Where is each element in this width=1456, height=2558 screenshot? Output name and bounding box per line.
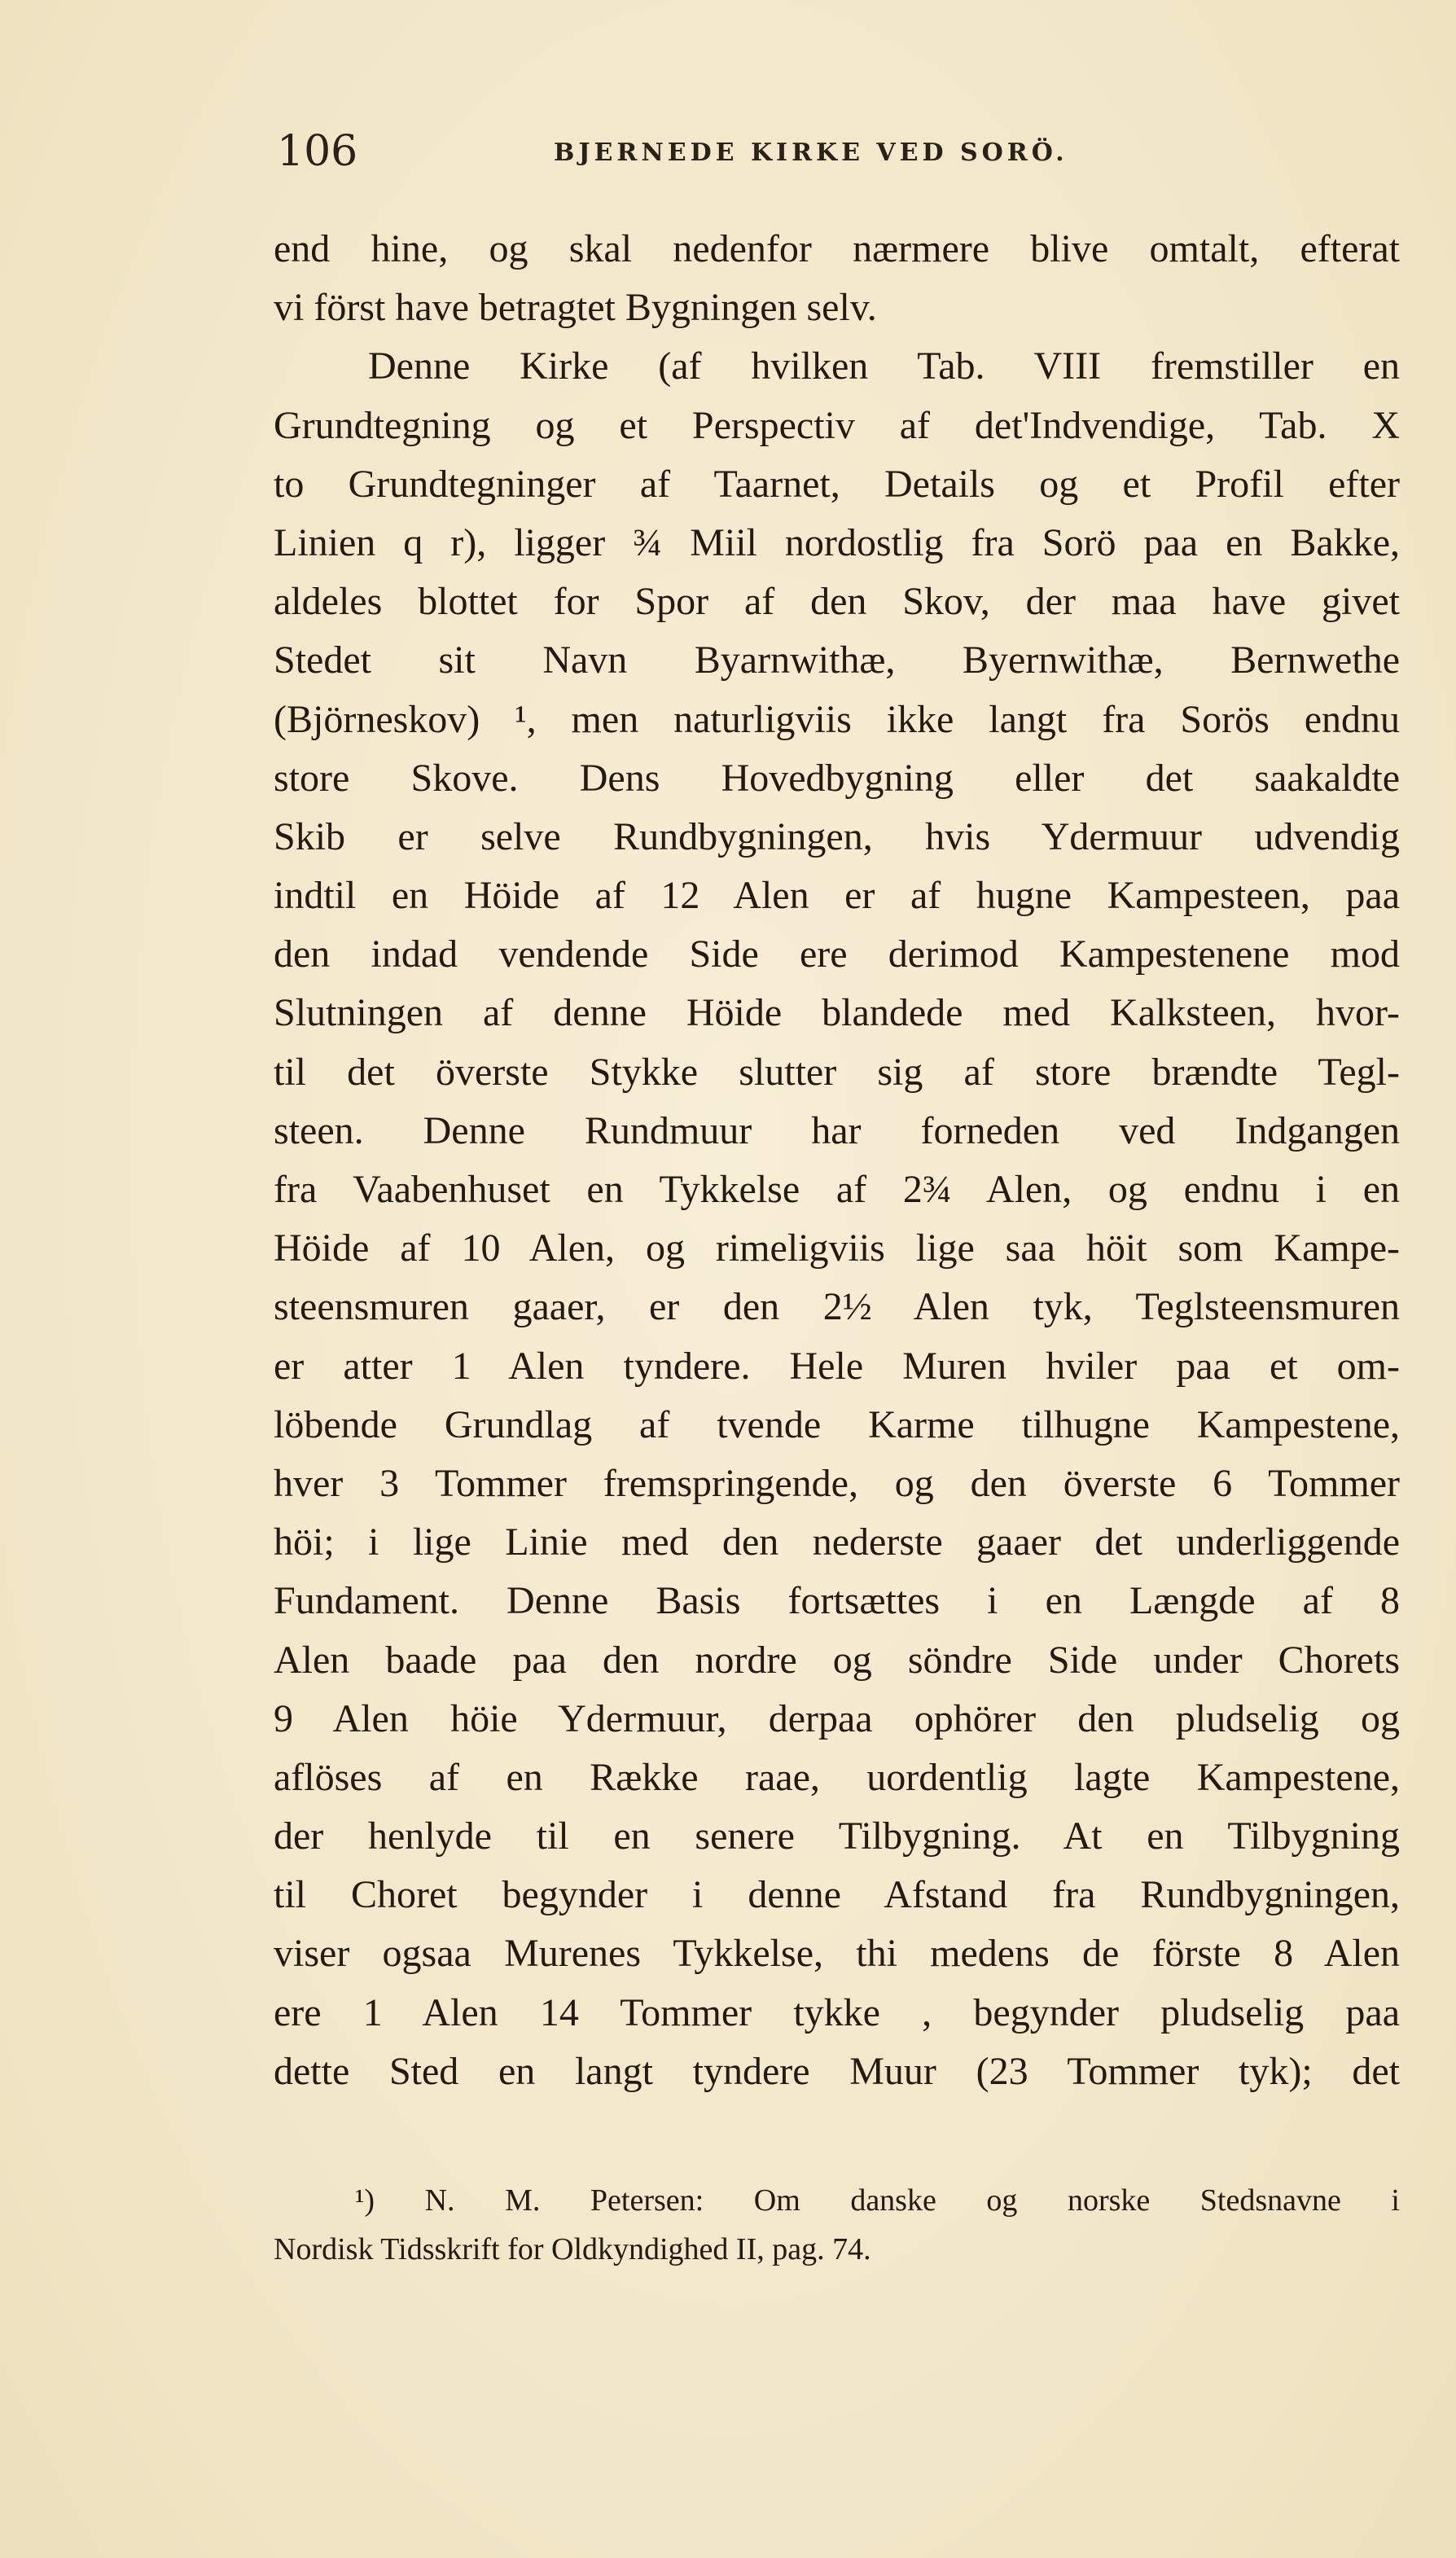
text-line: er atter 1 Alen tyndere. Hele Muren hviler paa et om- <box>274 1344 1400 1388</box>
text-line: Alen baade paa den nordre og söndre Side under Chorets <box>274 1638 1400 1682</box>
text-line: höi; i lige Linie med den nederste gaaer det underliggende <box>274 1520 1400 1564</box>
footnote-line: Nordisk Tidsskrift for Oldkyndighed II, pag. 74. <box>274 2232 871 2266</box>
text-line: Stedet sit Navn Byarnwithæ, Byernwithæ, Bernwethe <box>274 638 1400 682</box>
text-line: löbende Grundlag af tvende Karme tilhugne Kampestene, <box>274 1402 1400 1446</box>
body-text <box>274 220 1400 2101</box>
text-line: indtil en Höide af 12 Alen er af hugne Kampesteen, paa <box>274 874 1400 918</box>
text-line: 9 Alen höie Ydermuur, derpaa ophörer den pludselig og <box>274 1696 1400 1740</box>
text-line: aldeles blottet for Spor af den Skov, der maa have givet <box>274 580 1400 624</box>
text-line: to Grundtegninger af Taarnet, Details og et Profil efter <box>274 462 1400 506</box>
text-line: Slutningen af denne Höide blandede med Kalksteen, hvor- <box>274 991 1400 1035</box>
text-line: der henlyde til en senere Tilbygning. At en Tilbygning <box>274 1814 1400 1858</box>
page-number: 106 <box>277 127 358 176</box>
text-line: til det överste Stykke slutter sig af store brændte Tegl- <box>274 1050 1400 1094</box>
text-line: (Björneskov) ¹, men naturligviis ikke langt fra Sorös endnu <box>274 697 1400 741</box>
text-line: steen. Denne Rundmuur har forneden ved Indgangen <box>274 1108 1400 1152</box>
text-line: Denne Kirke (af hvilken Tab. VIII fremstiller en <box>368 344 1400 388</box>
text-line: Skib er selve Rundbygningen, hvis Ydermuur udvendig <box>274 814 1400 858</box>
text-line: steensmuren gaaer, er den 2½ Alen tyk, Teglsteensmuren <box>274 1285 1400 1329</box>
text-line: aflöses af en Række raae, uordentlig lagte Kampestene, <box>274 1755 1400 1799</box>
text-line: Grundtegning og et Perspectiv af det'Indvendige, Tab. X <box>274 403 1400 447</box>
footnotes <box>274 2176 1400 2274</box>
text-line: viser ogsaa Murenes Tykkelse, thi medens de förste 8 Alen <box>274 1932 1400 1976</box>
text-line: vi först have betragtet Bygningen selv. <box>274 286 877 330</box>
text-line: fra Vaabenhuset en Tykkelse af 2¾ Alen, og endnu i en <box>274 1168 1400 1211</box>
text-line: Linien q r), ligger ¾ Miil nordostlig fra Sorö paa en Bakke, <box>274 520 1400 564</box>
text-line: hver 3 Tommer fremspringende, og den överste 6 Tommer <box>274 1461 1400 1505</box>
text-line: store Skove. Dens Hovedbygning eller det saakaldte <box>274 756 1400 800</box>
text-line: den indad vendende Side ere derimod Kampestenene mod <box>274 932 1400 976</box>
text-line: end hine, og skal nedenfor nærmere blive omtalt, efterat <box>274 227 1400 270</box>
text-line: til Choret begynder i denne Afstand fra Rundbygningen, <box>274 1873 1400 1917</box>
text-line: Fundament. Denne Basis fortsættes i en Længde af 8 <box>274 1579 1400 1623</box>
text-line: ere 1 Alen 14 Tommer tykke , begynder pludselig paa <box>274 1990 1400 2034</box>
text-line: dette Sted en langt tyndere Muur (23 Tommer tyk); det <box>274 2049 1400 2093</box>
running-head: BJERNEDE KIRKE VED SORÖ. <box>554 138 1068 167</box>
footnote-line: ¹) N. M. Petersen: Om danske og norske Stedsnavne i <box>355 2183 1400 2218</box>
page-header <box>277 122 1140 179</box>
text-line: Höide af 10 Alen, og rimeligviis lige saa höit som Kampe- <box>274 1226 1400 1270</box>
